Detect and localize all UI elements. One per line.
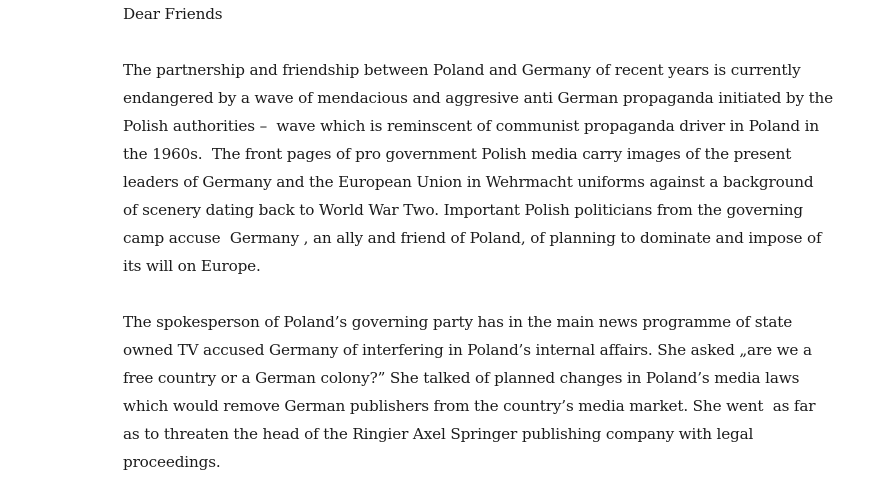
text-line: leaders of Germany and the European Union in Wehrmacht uniforms against a background — [123, 173, 814, 191]
paragraph-spacer — [123, 28, 823, 56]
paragraph-1 — [123, 56, 834, 280]
text-line: the 1960s. The front pages of pro government Polish media carry images of the present — [123, 145, 792, 163]
text-line: free country or a German colony?” She talked of planned changes in Poland’s media laws — [123, 369, 800, 387]
text-line: as to threaten the head of the Ringier Axel Springer publishing company with legal — [123, 425, 754, 443]
paragraph-spacer — [123, 280, 823, 308]
text-line: of scenery dating back to World War Two. Important Polish politicians from the governing — [123, 201, 803, 219]
paragraph-2 — [123, 308, 823, 476]
text-line: camp accuse Germany , an ally and friend of Poland, of planning to dominate and impose of — [123, 229, 822, 247]
letter-document — [123, 0, 834, 476]
text-line: The spokesperson of Poland’s governing party has in the main news programme of state — [123, 313, 793, 331]
text-line: which would remove German publishers from the country’s media market. She went as far — [123, 397, 816, 415]
text-line: owned TV accused Germany of interfering in Poland’s internal affairs. She asked „are we a — [123, 341, 812, 359]
text-line: its will on Europe. — [123, 257, 261, 275]
text-line: Polish authorities – wave which is reminscent of communist propaganda driver in Poland in — [123, 117, 819, 135]
salutation: Dear Friends — [123, 5, 223, 23]
text-line: endangered by a wave of mendacious and aggresive anti German propaganda initiated by the — [123, 89, 834, 107]
text-line: proceedings. — [123, 453, 221, 471]
text-line: The partnership and friendship between Poland and Germany of recent years is currently — [123, 61, 801, 79]
